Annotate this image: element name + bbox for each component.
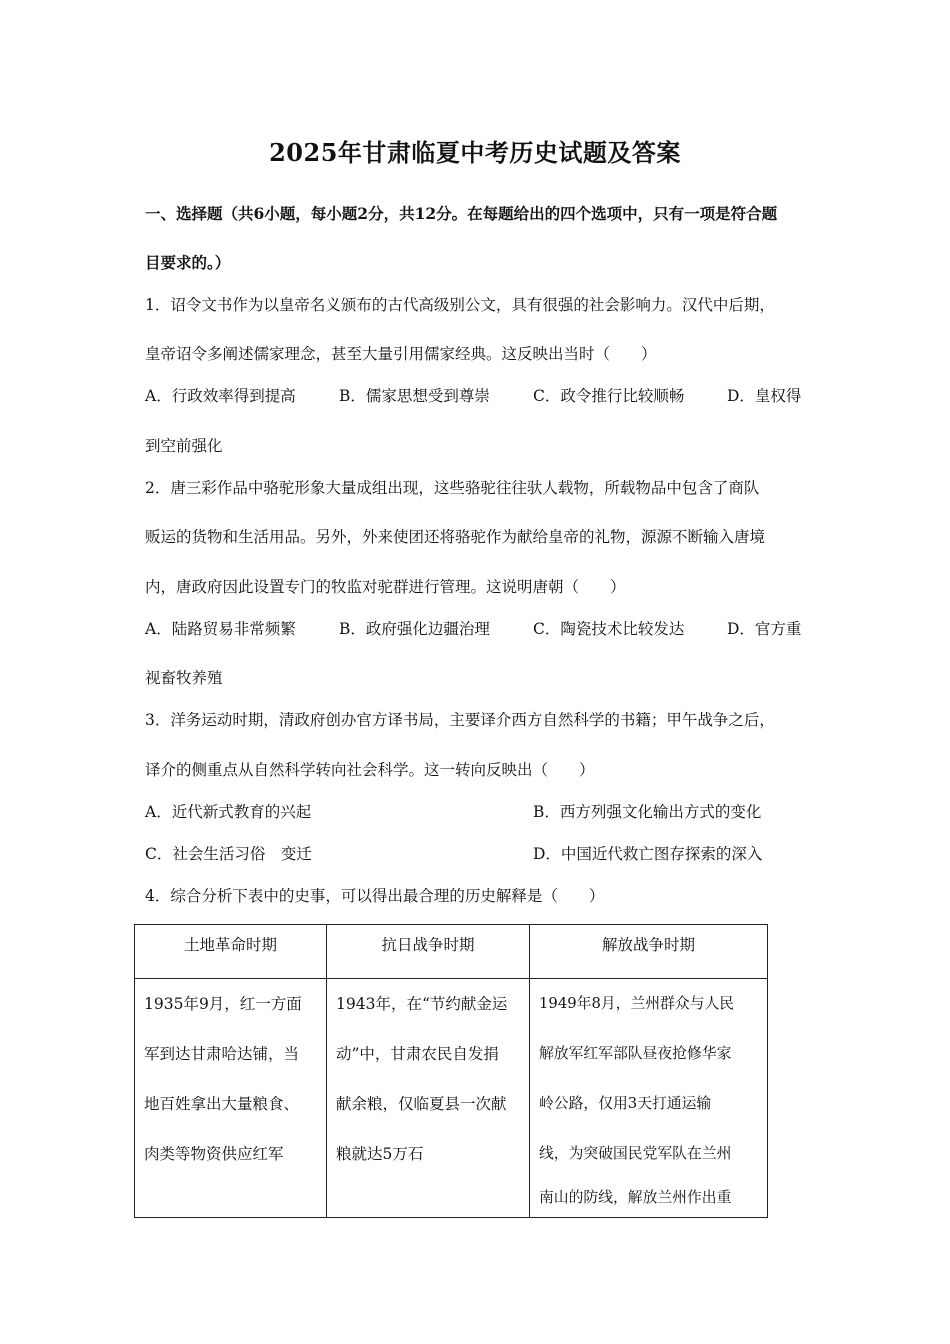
table-cell-line: 粮就达5万石 <box>336 1145 424 1163</box>
table-header-cell: 抗日战争时期 <box>327 925 530 979</box>
table-cell-line: 1935年9月，红一方面 <box>144 995 302 1013</box>
table-cell-anti-japanese-war <box>327 979 530 1218</box>
table-cell-land-revolution <box>135 979 327 1218</box>
question-1-line2: 皇帝诏令多阐述儒家理念，甚至大量引用儒家经典。这反映出当时（ ） <box>145 345 657 363</box>
question-2-line3: 内，唐政府因此设置专门的牧监对驼群进行管理。这说明唐朝（ ） <box>145 578 626 596</box>
table-header-row <box>135 925 768 979</box>
table-cell-line: 解放军红军部队昼夜抢修华家 <box>539 1045 732 1062</box>
question-2-line1: 2．唐三彩作品中骆驼形象大量成组出现，这些骆驼往往驮人载物，所载物品中包含了商队 <box>145 479 760 497</box>
question-3-line1: 3．洋务运动时期，清政府创办官方译书局，主要译介西方自然科学的书籍；甲午战争之后， <box>145 711 775 729</box>
table-cell-line: 献余粮，仅临夏县一次献 <box>336 1095 507 1113</box>
table-cell-line: 地百姓拿出大量粮食、 <box>144 1095 300 1113</box>
question-3-option-b: B．西方列强文化输出方式的变化 <box>533 803 762 821</box>
question-3-option-d: D．中国近代救亡图存探索的深入 <box>533 845 763 863</box>
question-3-option-c: C．社会生活习俗 变迁 <box>145 845 312 863</box>
table-cell-line: 肉类等物资供应红军 <box>144 1145 284 1163</box>
question-1-option-b: B．儒家思想受到尊崇 <box>339 387 490 405</box>
section-heading-line2: 目要求的。） <box>145 253 231 272</box>
question-1-option-c: C．政令推行比较顺畅 <box>533 387 685 405</box>
table-cell-line: 线，为突破国民党军队在兰州 <box>539 1145 732 1162</box>
question-2-option-d-cont: 视畜牧养殖 <box>145 669 223 687</box>
question-1-option-d-cont: 到空前强化 <box>145 437 223 455</box>
question-2-option-d: D．官方重 <box>727 620 802 638</box>
table-cell-line: 1949年8月，兰州群众与人民 <box>539 995 735 1012</box>
question-1-line1: 1．诏令文书作为以皇帝名义颁布的古代高级别公文，具有很强的社会影响力。汉代中后期， <box>145 296 775 314</box>
table-cell-line: 南山的防线，解放兰州作出重 <box>539 1189 732 1206</box>
history-events-table <box>134 924 768 1218</box>
table-cell-line: 1943年，在“节约献金运 <box>336 995 508 1013</box>
question-2-line2: 贩运的货物和生活用品。另外，外来使团还将骆驼作为献给皇帝的礼物，源源不断输入唐境 <box>145 528 766 546</box>
table-header-cell: 土地革命时期 <box>135 925 327 979</box>
section-heading-line1: 一、选择题（共6小题，每小题2分，共12分。在每题给出的四个选项中，只有一项是符合题 <box>145 204 778 223</box>
question-4-line1: 4．综合分析下表中的史事，可以得出最合理的历史解释是（ ） <box>145 887 605 905</box>
table-cell-line: 军到达甘肃哈达铺，当 <box>144 1045 300 1063</box>
question-1-option-a: A．行政效率得到提高 <box>145 387 296 405</box>
question-2-option-a: A．陆路贸易非常频繁 <box>145 620 296 638</box>
question-2-option-c: C．陶瓷技术比较发达 <box>533 620 685 638</box>
question-3-option-a: A．近代新式教育的兴起 <box>145 803 312 821</box>
question-1-option-d: D．皇权得 <box>727 387 802 405</box>
question-3-line2: 译介的侧重点从自然科学转向社会科学。这一转向反映出（ ） <box>145 761 595 779</box>
table-cell-line: 动”中，甘肃农民自发捐 <box>336 1045 499 1063</box>
page-title: 2025年甘肃临夏中考历史试题及答案 <box>269 138 681 167</box>
question-2-option-b: B．政府强化边疆治理 <box>339 620 490 638</box>
table-cell-line: 岭公路，仅用3天打通运输 <box>539 1095 712 1112</box>
table-cell-liberation-war <box>530 979 768 1218</box>
table-row <box>135 979 768 1218</box>
table-header-cell: 解放战争时期 <box>530 925 768 979</box>
